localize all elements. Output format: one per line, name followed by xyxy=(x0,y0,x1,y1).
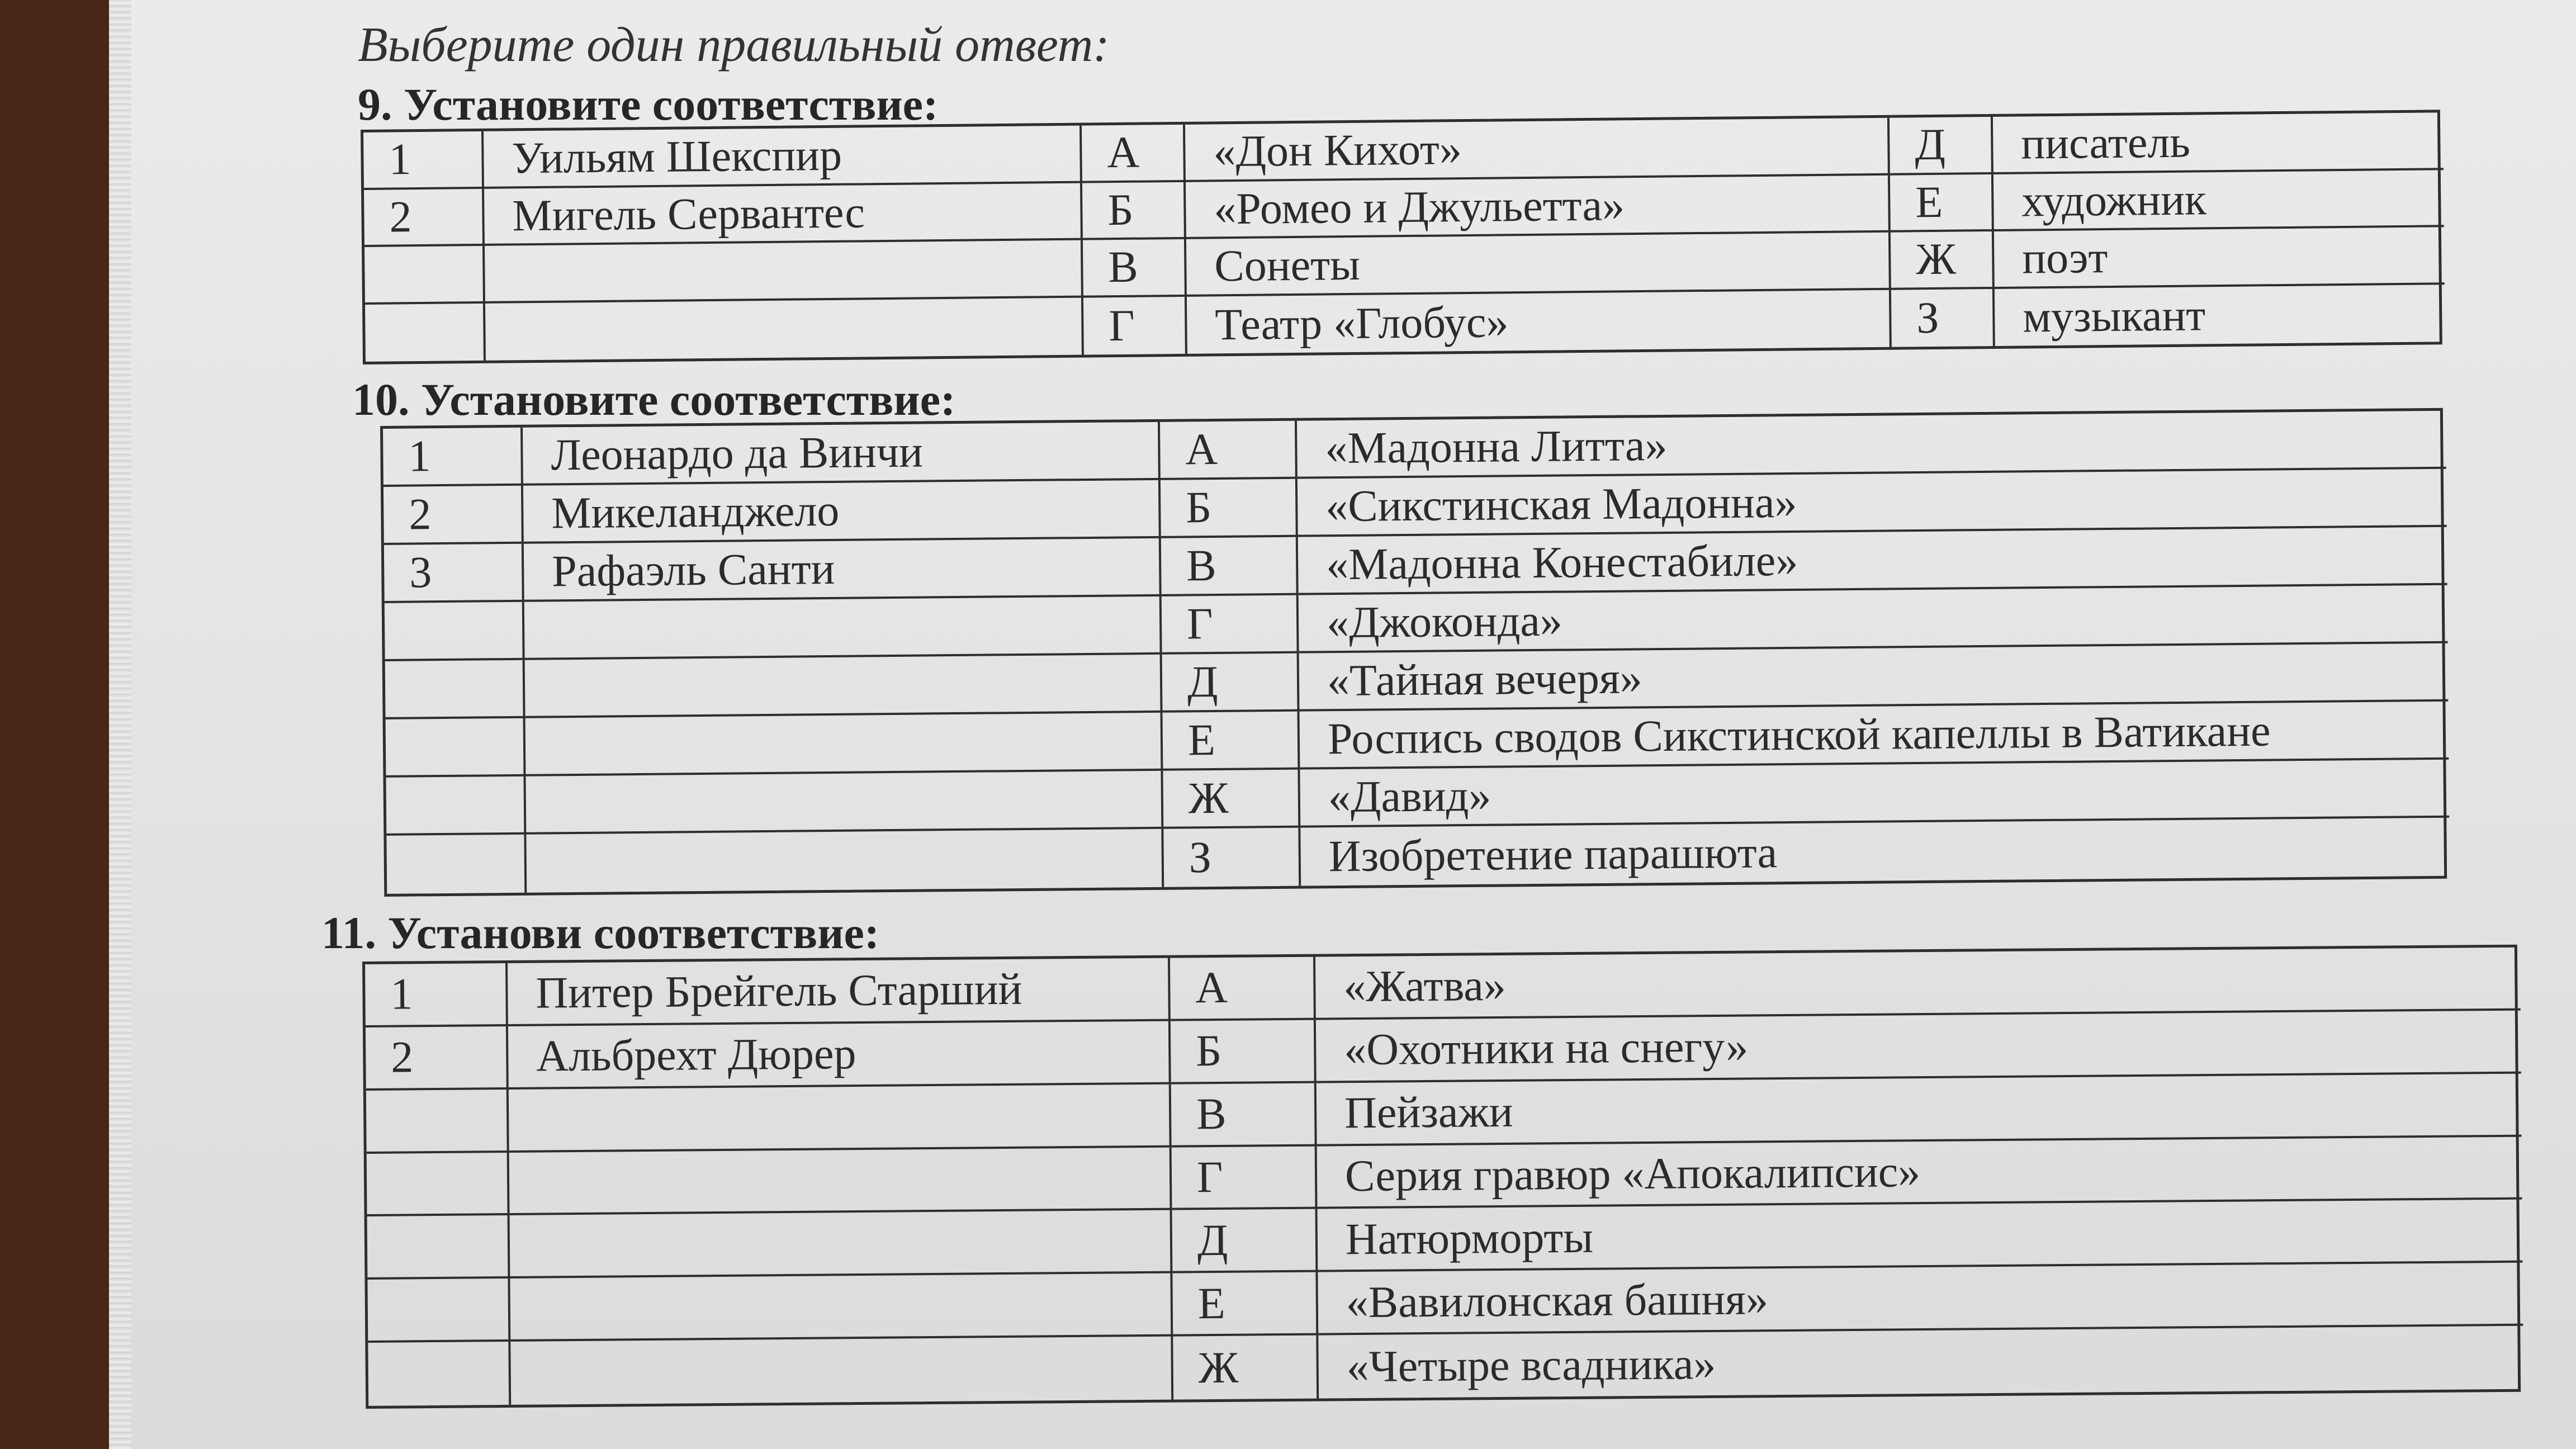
q10-cell-letter: В xyxy=(1161,537,1299,596)
q9-cell-work: Сонеты xyxy=(1186,233,1891,297)
q11-cell-name: Питер Брейгель Старший xyxy=(508,958,1171,1026)
q10-cell-name xyxy=(525,713,1163,776)
question-9-table xyxy=(361,110,2442,364)
q11-cell-name xyxy=(510,1337,1173,1405)
q10-cell-work: «Тайная вечеря» xyxy=(1299,643,2449,712)
q10-cell-num xyxy=(385,602,525,661)
q11-cell-work: Серия гравюр «Апокалипсис» xyxy=(1317,1137,2522,1209)
q10-cell-num xyxy=(386,776,526,836)
q9-cell-num xyxy=(364,246,485,305)
q10-cell-letter: Д xyxy=(1162,654,1300,713)
q9-cell-letter2: Ж xyxy=(1891,231,1995,290)
q10-cell-num: 1 xyxy=(383,428,523,487)
q10-cell-letter: З xyxy=(1163,828,1301,887)
q10-cell-name xyxy=(526,829,1164,893)
q10-cell-name: Микеланджело xyxy=(523,480,1161,544)
q9-cell-work: «Ромео и Джульетта» xyxy=(1186,175,1891,239)
q11-cell-num xyxy=(367,1278,510,1343)
question-9-heading: 9. Установите соответствие: xyxy=(358,79,939,130)
q9-cell-num: 1 xyxy=(363,131,484,190)
q11-cell-num xyxy=(367,1215,510,1280)
question-10-table xyxy=(380,408,2447,897)
q11-cell-letter: А xyxy=(1170,957,1316,1021)
q11-cell-num xyxy=(368,1342,511,1406)
paper-torn-edge xyxy=(109,0,131,1449)
q11-cell-work: Натюрморты xyxy=(1318,1200,2523,1272)
q9-cell-letter2: Е xyxy=(1890,174,1994,232)
q11-cell-letter: Е xyxy=(1172,1272,1318,1337)
q11-cell-num: 1 xyxy=(365,963,508,1027)
q10-cell-name xyxy=(525,771,1163,835)
q11-cell-num xyxy=(367,1153,510,1217)
q11-cell-name xyxy=(510,1273,1173,1342)
q11-cell-name xyxy=(510,1210,1173,1278)
q10-cell-num: 2 xyxy=(383,486,524,545)
q9-cell-letter: А xyxy=(1082,125,1186,183)
q9-cell-work: Театр «Глобус» xyxy=(1187,290,1892,354)
q10-cell-letter: А xyxy=(1160,421,1298,480)
q11-cell-letter: В xyxy=(1171,1083,1317,1147)
q11-cell-letter: Б xyxy=(1171,1020,1317,1084)
q11-cell-name xyxy=(509,1084,1172,1152)
question-11-heading: 11. Установи соответствие: xyxy=(321,907,880,958)
q11-cell-letter: Ж xyxy=(1173,1336,1319,1400)
q10-cell-letter: Б xyxy=(1161,479,1298,538)
q10-cell-work: «Сикстинская Мадонна» xyxy=(1298,469,2447,537)
q10-cell-letter: Г xyxy=(1162,595,1299,655)
q10-cell-num xyxy=(385,660,525,719)
instruction-text: Выберите один правильный ответ: xyxy=(358,18,1110,72)
q10-cell-letter: Е xyxy=(1163,712,1300,771)
q9-cell-role: писатель xyxy=(1993,112,2444,174)
q10-cell-letter: Ж xyxy=(1163,770,1300,829)
q11-cell-work: «Вавилонская башня» xyxy=(1318,1263,2523,1336)
q10-cell-name xyxy=(525,655,1163,718)
q11-cell-work: «Жатва» xyxy=(1315,948,2521,1020)
q9-cell-role: музыкант xyxy=(2022,291,2206,342)
q9-cell-name: Уильям Шекспир xyxy=(484,126,1082,189)
q9-cell-num xyxy=(365,303,486,362)
q9-cell-num: 2 xyxy=(364,188,485,247)
q11-cell-num: 2 xyxy=(366,1026,509,1091)
q10-cell-work: «Мадонна Конестабиле» xyxy=(1298,527,2447,595)
q10-cell-name xyxy=(524,596,1162,660)
question-10-heading: 10. Установите соответствие: xyxy=(352,374,956,425)
q10-cell-work: «Мадонна Литта» xyxy=(1297,411,2446,479)
q11-cell-work: «Четыре всадника» xyxy=(1346,1339,1716,1391)
q10-cell-work: Изобретение парашюта xyxy=(1328,828,1778,882)
q10-cell-num xyxy=(386,718,526,778)
q9-cell-letter: Б xyxy=(1082,182,1186,240)
q10-cell-num: 3 xyxy=(384,544,524,603)
q10-cell-work: «Давид» xyxy=(1300,760,2449,828)
q9-cell-letter2: З xyxy=(1891,288,1995,347)
q11-cell-letter: Г xyxy=(1172,1146,1318,1210)
q11-cell-name xyxy=(509,1147,1172,1215)
q11-cell-name: Альбрехт Дюрер xyxy=(508,1021,1171,1089)
q9-cell-work: «Дон Кихот» xyxy=(1185,118,1890,182)
q11-cell-num xyxy=(366,1090,509,1154)
q9-cell-role: поэт xyxy=(1994,227,2445,288)
q10-cell-work: Роспись сводов Сикстинской капеллы в Ватикане xyxy=(1300,702,2449,770)
q9-cell-name xyxy=(485,297,1084,361)
q9-cell-letter: В xyxy=(1083,239,1187,297)
q9-cell-letter: Г xyxy=(1083,296,1187,354)
q9-cell-role: художник xyxy=(1993,170,2444,231)
q10-cell-work: «Джоконда» xyxy=(1299,585,2448,654)
q10-cell-name: Рафаэль Санти xyxy=(524,538,1162,602)
q9-cell-name xyxy=(485,240,1083,304)
q11-cell-work: «Охотники на снегу» xyxy=(1316,1011,2521,1083)
q9-cell-name: Мигель Сервантес xyxy=(484,183,1083,246)
question-11-table xyxy=(362,945,2521,1409)
q10-cell-name: Леонардо да Винчи xyxy=(523,422,1161,486)
q10-cell-num xyxy=(386,835,527,894)
q11-cell-letter: Д xyxy=(1172,1209,1318,1273)
q9-cell-letter2: Д xyxy=(1890,117,1993,175)
q11-cell-work: Пейзажи xyxy=(1317,1073,2522,1146)
